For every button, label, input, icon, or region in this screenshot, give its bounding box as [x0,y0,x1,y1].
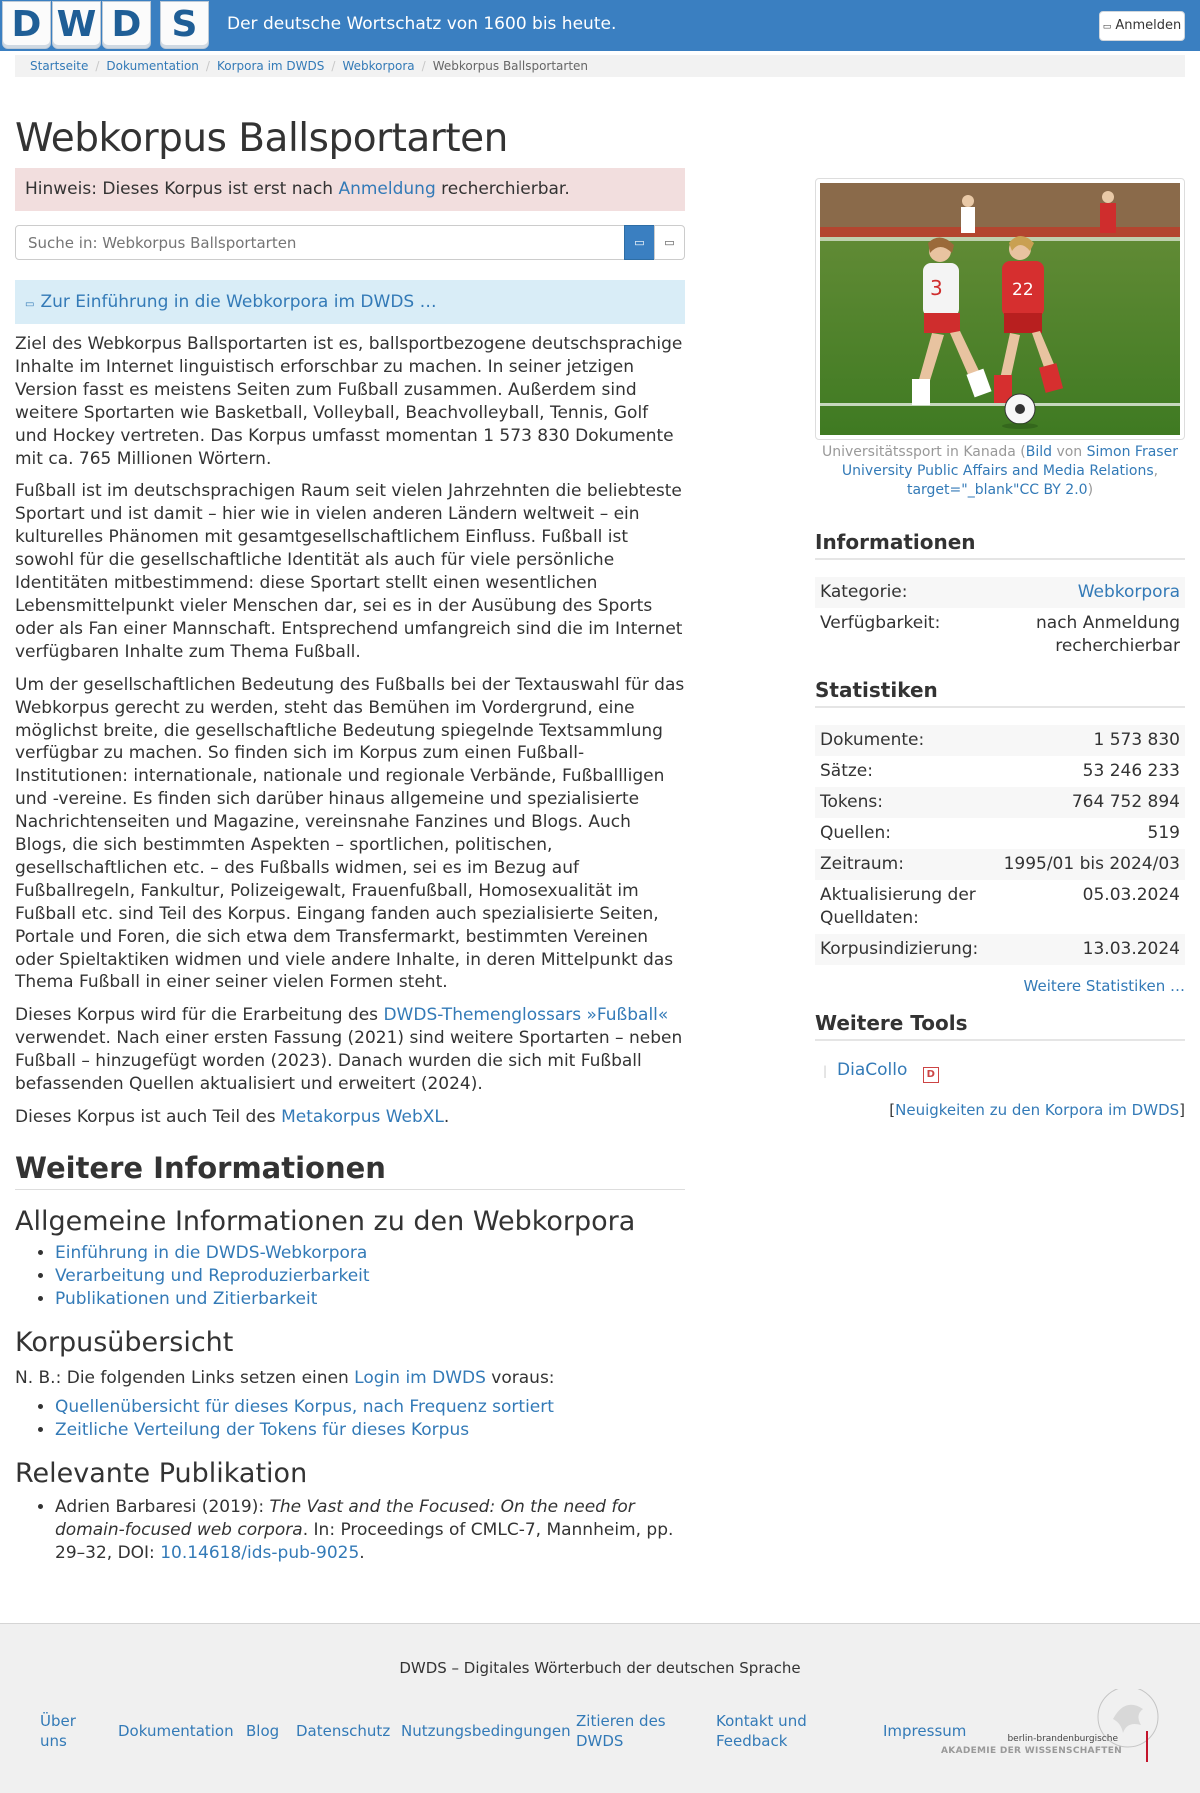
glossar-paragraph [15,1004,685,1096]
overview-note-end: voraus: [485,1367,555,1388]
notice-text-end: recherchierbar. [435,179,570,199]
site-tagline: Der deutsche Wortschatz von 1600 bis heute. [227,14,617,34]
caption-text: ) [1087,482,1094,498]
footer-link-dokumentation[interactable]: Dokumentation [118,1722,234,1740]
footer-link-nutzungsbedingungen[interactable]: Nutzungsbedingungen [401,1722,571,1740]
login-label: Anmelden [1115,18,1182,33]
footer-link-blog[interactable]: Blog [246,1722,280,1740]
overview-link[interactable]: Quellenübersicht für dieses Korpus, nach Frequenz sortiert [55,1396,554,1417]
logo-letter: S [160,1,209,49]
stats-label: Aktualisierung der Quelldaten: [820,885,976,928]
glossar-text-end: verwendet. Nach einer ersten Fassung (2021) sind weitere Sportarten – neben Fußball – hinzugefügt worden (2023). Danach wurden die sich mit Fußball befassenden Quellen aktualisiert und erweitert (2024). [15,1028,683,1095]
info-value [945,577,1185,608]
stats-value: 764 752 894 [985,787,1185,818]
breadcrumb-separator: / [421,59,426,73]
table-row [815,608,1185,662]
dwds-logo[interactable] [2,1,210,49]
footer-link-datenschutz[interactable]: Datenschutz [296,1722,391,1740]
notice-login-link[interactable]: Anmeldung [338,179,436,199]
main-content [15,110,685,1565]
tools-list [815,1059,1185,1083]
search-button[interactable] [624,225,655,260]
breadcrumb [15,55,1185,77]
table-row [815,756,1185,787]
more-stats-link[interactable]: Weitere Statistiken … [1023,977,1185,995]
info-heading: Informationen [815,528,1185,560]
breadcrumb-separator: / [205,59,210,73]
footer-link-impressum[interactable]: Impressum [883,1722,967,1740]
publication-heading: Relevante Publikation [15,1457,308,1489]
description-paragraph: Um der gesellschaftlichen Bedeutung des Fußballs bei der Textauswahl für das Webkorpus gerecht zu werden, steht das Bemühen im Vordergrund, eine möglichst breite, die gesellschaftliche Bedeutung spiegelnde Textsammlung verfügbar zu machen. So finden sich im Korpus zum einen Fußball-Institutionen: internationale, nationale und regionale Verbände, Fußballligen und -vereine. Es finden sich darüber hinaus allgemeine und spezialisierte Nachrichtenseiten und Magazine, vereinsnahe Fanzines und Blogs. Auch Blogs, die sich bestimmten Aspekten – sportlichen, politischen, gesellschaftlichen etc. – des Fußballs widmen, sei es im Bezug auf Fußballregeln, Fankultur, Polizeigewalt, Frauenfußball, Homosexualität im Fußball etc. sind Teil des Korpus. Eingang fanden auch spezialisierte Seiten, Portale und Foren, die sich etwa dem Transfermarkt, bestimmten Vereinen oder Spieltaktiken widmen und viele andere Inhalte, in deren Mittelpunkt das Thema Fußball in einer seiner vielen Formen steht. [15,674,685,993]
search-input[interactable] [15,225,625,260]
page-title: Webkorpus Ballsportarten [15,116,508,161]
news-link[interactable]: Neuigkeiten zu den Korpora im DWDS [895,1101,1180,1119]
caption-text: Universitätssport in Kanada ( [822,444,1026,460]
general-info-heading: Allgemeine Informationen zu den Webkorpora [15,1205,636,1237]
table-row [815,818,1185,849]
general-info-list [15,1242,685,1311]
top-navbar [0,0,1200,51]
corpus-search [15,225,685,260]
info-label: Verfügbarkeit: [820,613,941,633]
publication-list [15,1496,685,1565]
breadcrumb-current: Webkorpus Ballsportarten [432,59,589,73]
logo-letter: W [52,1,101,49]
glossar-text: Dieses Korpus wird für die Erarbeitung des [15,1005,384,1026]
login-icon: ▭ [1102,22,1112,32]
more-info-heading: Weitere Informationen [15,1149,685,1190]
stats-value: 13.03.2024 [985,934,1185,965]
bbaw-logo[interactable] [941,1689,1175,1774]
image-caption [815,443,1185,500]
description-paragraph: Fußball ist im deutschsprachigen Raum seit vielen Jahrzehnten die beliebteste Sportart und ist damit – hier wie in vielen anderen Ländern weltweit – ein kulturelles Phänomen mit gesamtgesellschaftlichem Einfluss. Fußball ist sowohl für die gesellschaftliche Identität als auch für viele persönliche Identitäten mitbestimmend: diese Sportart stellt einen wesentlichen Lebensmittelpunkt vieler Menschen dar, sei es in der Ausübung des Sports oder als Fan einer Mannschaft. Entsprechend umfangreich sind die im Internet verfügbaren Inhalte zum Thema Fußball. [15,481,683,662]
table-row [815,849,1185,880]
stats-value: 53 246 233 [1082,761,1180,781]
metakorpus-paragraph [15,1106,685,1129]
info-value: nach Anmeldung recherchierbar [1036,613,1180,656]
news-link-wrapper [815,1101,1185,1119]
stats-label: Quellen: [820,823,892,843]
dwds-login-link[interactable]: Login im DWDS [354,1367,486,1388]
stats-label: Zeitraum: [815,849,985,880]
intro-link[interactable]: Zur Einführung in die Webkorpora im DWDS … [40,292,437,312]
caption-image-link[interactable]: Bild [1025,444,1052,460]
bbaw-name: berlin-brandenburgische [1007,1734,1118,1744]
login-notice [15,168,685,211]
stats-label: Tokens: [815,787,985,818]
metakorpus-text-end: . [443,1107,450,1127]
diacollo-link[interactable]: DiaCollo [837,1060,908,1080]
publication-author: Adrien Barbaresi (2019): [55,1496,270,1517]
footer-title: DWDS – Digitales Wörterbuch der deutschen Sprache [399,1659,801,1677]
description-paragraph: Ziel des Webkorpus Ballsportarten ist es, ballsportbezogene deutschsprachige Inhalte im Internet linguistisch erforschbar zu machen. In seiner jetzigen Version fasst es meistens Seiten zum Fußball zusammen. Außerdem sind weitere Sportarten wie Basketball, Volleyball, Beachvolleyball, Tennis, Golf und Hockey vertreten. Das Korpus umfasst momentan 1 573 830 Dokumente mit ca. 765 Millionen Wörtern. [15,334,683,469]
overview-note [15,1367,685,1390]
stats-label: Korpusindizierung: [815,934,985,965]
overview-heading: Korpusübersicht [15,1326,234,1358]
bracket: [ [889,1101,896,1119]
stats-value: 519 [1147,823,1180,843]
svg-text:22: 22 [1012,280,1034,300]
overview-list [15,1396,685,1442]
publication-details: . In: Proceedings of CMLC-7, Mannheim, pp. 29–32, DOI: [55,1519,674,1563]
list-item [55,1288,685,1311]
stats-value: 1995/01 bis 2024/03 [985,849,1185,880]
logo-letter: D [102,1,151,49]
breadcrumb-item[interactable]: Startseite [30,59,89,73]
metakorpus-text: Dieses Korpus ist auch Teil des [15,1107,282,1127]
footer [0,1623,1200,1793]
caption-license-link[interactable]: target="_blank"CC BY 2.0 [906,482,1088,498]
list-bullet: | [823,1064,828,1078]
footer-link-zitieren[interactable]: Zitieren des DWDS [576,1712,666,1750]
overview-note-text: N. B.: Die folgenden Links setzen einen [15,1367,355,1388]
more-stats [815,977,1185,995]
intro-link-box[interactable] [15,280,685,324]
notice-text: Hinweis: Dieses Korpus ist erst nach [25,179,339,199]
options-icon: ▭ [664,236,675,249]
stats-label: Sätze: [820,761,873,781]
info-label: Kategorie: [815,577,945,608]
publication-item [55,1496,685,1565]
list-item [55,1396,685,1419]
publication-title: The Vast and the Focused: On the need for domain-focused web corpora [55,1496,635,1540]
eagle-icon [975,1689,1175,1774]
breadcrumb-item[interactable]: Webkorpora [342,59,415,73]
logo-letter: D [2,1,51,49]
general-info-link[interactable]: Einführung in die DWDS-Webkorpora [55,1242,368,1263]
doi-link[interactable]: 10.14618/ids-pub-9025 [160,1542,360,1563]
footer-link-kontakt[interactable]: Kontakt und Feedback [716,1712,807,1750]
info-icon: ▭ [25,299,35,310]
soccer-players-photo [820,183,1180,435]
stats-value: 05.03.2024 [1082,885,1180,905]
category-link[interactable]: Webkorpora [1077,582,1180,602]
breadcrumb-separator: / [95,59,100,73]
metakorpus-link[interactable]: Metakorpus WebXL [281,1107,444,1127]
overview-link[interactable]: Zeitliche Verteilung der Tokens für dieses Korpus [55,1419,470,1440]
list-item [55,1419,685,1442]
general-info-link[interactable]: Verarbeitung und Reproduzierbarkeit [55,1265,370,1286]
svg-text:3: 3 [930,276,943,300]
login-button[interactable] [1099,11,1185,41]
stats-value: 1 573 830 [985,725,1185,756]
publication-end: . [359,1542,365,1563]
breadcrumb-item[interactable]: Korpora im DWDS [216,59,325,73]
stats-heading: Statistiken [815,676,1185,708]
info-table [815,577,1185,662]
list-item [55,1265,685,1288]
list-item [55,1242,685,1265]
table-row [815,787,1185,818]
general-info-link[interactable]: Publikationen und Zitierbarkeit [55,1288,318,1309]
glossar-link[interactable]: DWDS-Themenglossars »Fußball« [383,1005,669,1026]
bracket: ] [1179,1101,1185,1119]
footer-link-ueber-uns[interactable]: Über uns [40,1712,76,1750]
caption-text: , [1153,463,1159,479]
stats-label: Dokumente: [815,725,985,756]
table-row [815,725,1185,756]
breadcrumb-item[interactable]: Dokumentation [106,59,199,73]
sidebar [815,178,1185,1119]
tools-heading: Weitere Tools [815,1009,1185,1041]
corpus-image[interactable] [815,178,1185,440]
diacollo-icon[interactable]: D [923,1067,939,1083]
table-row [815,934,1185,965]
caption-text: von [1052,444,1087,460]
caption-author-link[interactable]: Simon Fraser University Public Affairs and Media Relations [841,444,1178,479]
search-options-button[interactable] [654,225,685,260]
table-row [815,577,1185,608]
stats-table [815,725,1185,965]
table-row [815,880,1185,934]
bbaw-name-sub: AKADEMIE DER WISSENSCHAFTEN [941,1746,1122,1756]
search-icon: ▭ [634,236,645,249]
breadcrumb-separator: / [331,59,336,73]
